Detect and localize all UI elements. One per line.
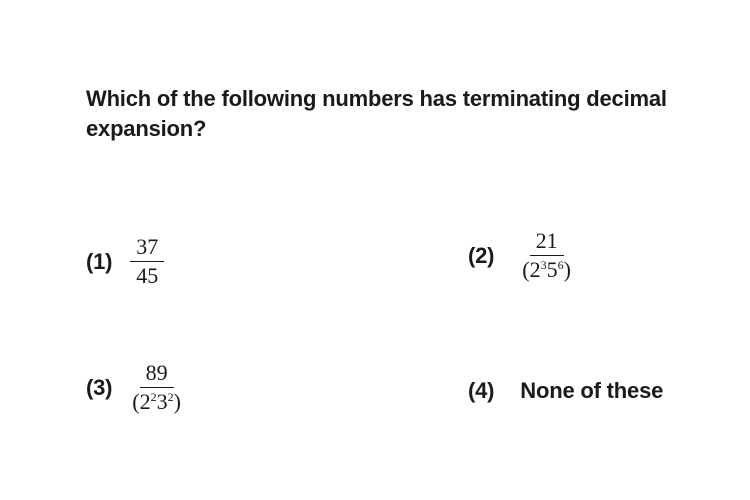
question-text	[86, 84, 686, 144]
option-1-fraction	[130, 234, 164, 289]
option-2-fraction	[516, 228, 577, 283]
question-line-1: Which of the following numbers has terminating decimal	[86, 86, 667, 111]
option-3-number: (3)	[86, 374, 113, 400]
option-2[interactable]	[468, 228, 577, 283]
option-1[interactable]	[86, 234, 164, 289]
option-1-numerator: 37	[130, 234, 164, 262]
option-1-denominator: 45	[136, 263, 159, 288]
option-2-denominator: $(2^35^6)$	[522, 257, 571, 282]
option-4-number: (4)	[468, 378, 495, 403]
option-2-numerator: 21	[530, 228, 564, 256]
option-3[interactable]	[86, 360, 187, 415]
option-4[interactable]	[468, 378, 663, 404]
option-1-number: (1)	[86, 248, 113, 274]
option-3-fraction	[126, 360, 187, 415]
option-4-text: None of these	[520, 378, 664, 403]
option-3-numerator: 89	[140, 360, 174, 388]
option-2-number: (2)	[468, 242, 495, 268]
option-3-denominator: $(2^23^2)$	[132, 389, 181, 414]
question-line-2: expansion?	[86, 116, 207, 141]
